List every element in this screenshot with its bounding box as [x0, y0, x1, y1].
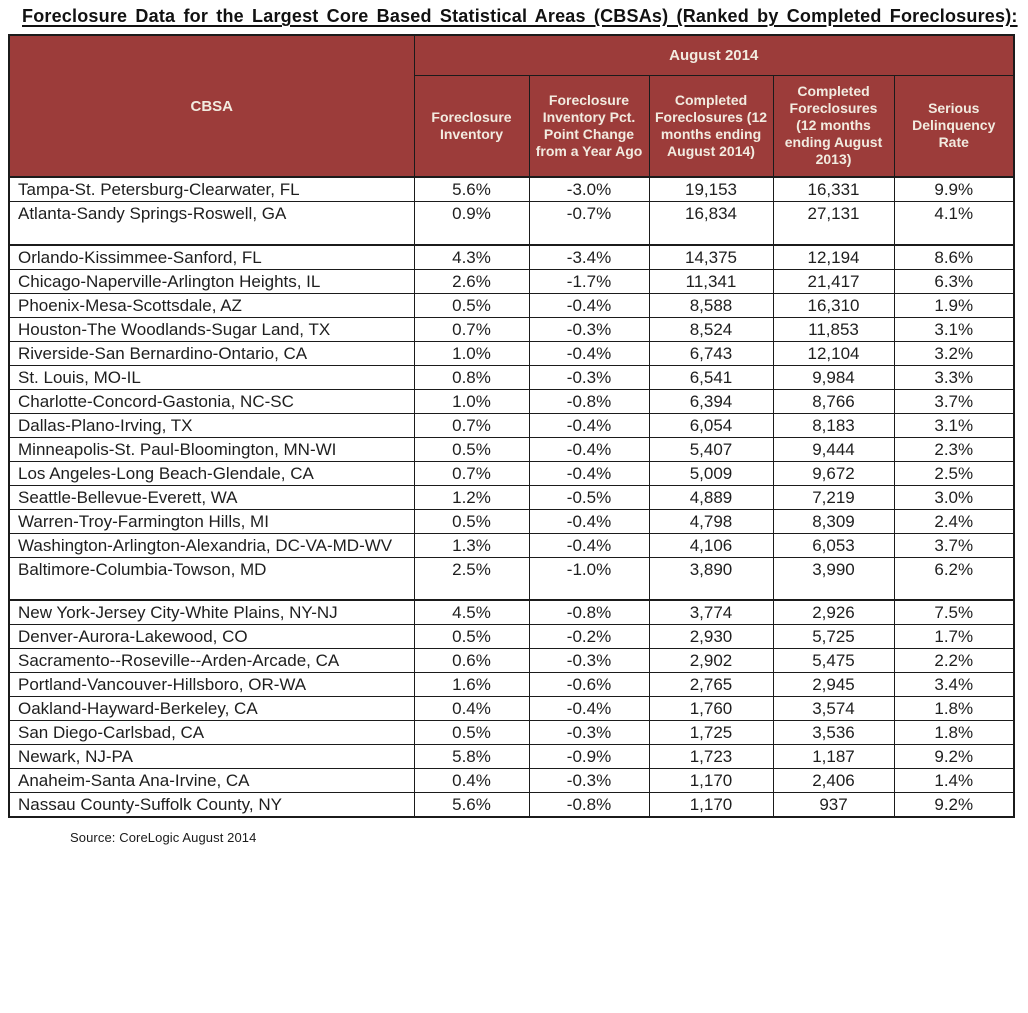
- value-cell: -0.8%: [529, 389, 649, 413]
- value-cell: 3,536: [773, 721, 894, 745]
- value-cell: 2,930: [649, 625, 773, 649]
- value-cell: -0.8%: [529, 600, 649, 625]
- value-cell: 1.0%: [414, 389, 529, 413]
- value-cell: -0.4%: [529, 697, 649, 721]
- value-cell: 8,588: [649, 293, 773, 317]
- value-cell: 4,889: [649, 485, 773, 509]
- value-cell: -0.9%: [529, 745, 649, 769]
- cbsa-cell: Washington-Arlington-Alexandria, DC-VA-MD-WV: [9, 533, 414, 557]
- value-cell: -0.4%: [529, 461, 649, 485]
- value-cell: 1,723: [649, 745, 773, 769]
- value-cell: 1.6%: [414, 673, 529, 697]
- value-cell: 5.6%: [414, 177, 529, 202]
- table-row: [9, 437, 1014, 461]
- cbsa-cell: Warren-Troy-Farmington Hills, MI: [9, 509, 414, 533]
- value-cell: 2,902: [649, 649, 773, 673]
- value-cell: 11,853: [773, 317, 894, 341]
- value-cell: 1,170: [649, 793, 773, 818]
- value-cell: 3.1%: [894, 317, 1014, 341]
- value-cell: 0.4%: [414, 697, 529, 721]
- value-cell: 2,945: [773, 673, 894, 697]
- value-cell: -0.3%: [529, 769, 649, 793]
- value-cell: 9,984: [773, 365, 894, 389]
- value-cell: 8,766: [773, 389, 894, 413]
- value-cell: 0.8%: [414, 365, 529, 389]
- value-cell: 6,743: [649, 341, 773, 365]
- value-cell: -3.0%: [529, 177, 649, 202]
- value-cell: 1.8%: [894, 697, 1014, 721]
- value-cell: 6,541: [649, 365, 773, 389]
- value-cell: -0.4%: [529, 293, 649, 317]
- value-cell: 9.2%: [894, 793, 1014, 818]
- value-cell: 27,131: [773, 202, 894, 245]
- value-cell: -3.4%: [529, 245, 649, 270]
- value-cell: 2.6%: [414, 269, 529, 293]
- value-cell: 6.2%: [894, 557, 1014, 600]
- table-row: [9, 341, 1014, 365]
- table-row: [9, 389, 1014, 413]
- value-cell: -0.6%: [529, 673, 649, 697]
- value-cell: 1.4%: [894, 769, 1014, 793]
- value-cell: 16,331: [773, 177, 894, 202]
- column-header-completed-2013: Completed Foreclosures (12 months ending August 2013): [773, 75, 894, 177]
- foreclosure-table: [8, 34, 1015, 818]
- value-cell: 16,834: [649, 202, 773, 245]
- column-header-cbsa: CBSA: [9, 35, 414, 177]
- table-row: [9, 557, 1014, 600]
- value-cell: 5,475: [773, 649, 894, 673]
- table-row: [9, 600, 1014, 625]
- cbsa-cell: Los Angeles-Long Beach-Glendale, CA: [9, 461, 414, 485]
- value-cell: -0.5%: [529, 485, 649, 509]
- value-cell: 3.7%: [894, 533, 1014, 557]
- table-row: [9, 293, 1014, 317]
- value-cell: 2.5%: [894, 461, 1014, 485]
- value-cell: 3,890: [649, 557, 773, 600]
- value-cell: 6,054: [649, 413, 773, 437]
- value-cell: 2,406: [773, 769, 894, 793]
- value-cell: 6,053: [773, 533, 894, 557]
- value-cell: 0.5%: [414, 509, 529, 533]
- value-cell: 3.7%: [894, 389, 1014, 413]
- column-header-foreclosure-inventory: Foreclosure Inventory: [414, 75, 529, 177]
- table-row: [9, 721, 1014, 745]
- value-cell: 2.2%: [894, 649, 1014, 673]
- cbsa-cell: Houston-The Woodlands-Sugar Land, TX: [9, 317, 414, 341]
- value-cell: 12,194: [773, 245, 894, 270]
- value-cell: 1.7%: [894, 625, 1014, 649]
- cbsa-cell: New York-Jersey City-White Plains, NY-NJ: [9, 600, 414, 625]
- value-cell: 0.7%: [414, 461, 529, 485]
- value-cell: -0.3%: [529, 649, 649, 673]
- cbsa-cell: Minneapolis-St. Paul-Bloomington, MN-WI: [9, 437, 414, 461]
- value-cell: 2.5%: [414, 557, 529, 600]
- table-row: [9, 769, 1014, 793]
- table-row: [9, 649, 1014, 673]
- value-cell: 2,765: [649, 673, 773, 697]
- value-cell: 0.5%: [414, 721, 529, 745]
- value-cell: 5,407: [649, 437, 773, 461]
- value-cell: 9,444: [773, 437, 894, 461]
- value-cell: 3.4%: [894, 673, 1014, 697]
- value-cell: 19,153: [649, 177, 773, 202]
- value-cell: -0.4%: [529, 413, 649, 437]
- table-header: [9, 35, 1014, 177]
- value-cell: 4,106: [649, 533, 773, 557]
- cbsa-cell: San Diego-Carlsbad, CA: [9, 721, 414, 745]
- table-row: [9, 177, 1014, 202]
- value-cell: 11,341: [649, 269, 773, 293]
- table-row: [9, 413, 1014, 437]
- value-cell: -1.0%: [529, 557, 649, 600]
- value-cell: 16,310: [773, 293, 894, 317]
- value-cell: -0.4%: [529, 509, 649, 533]
- cbsa-cell: Phoenix-Mesa-Scottsdale, AZ: [9, 293, 414, 317]
- value-cell: 0.5%: [414, 437, 529, 461]
- value-cell: 4.1%: [894, 202, 1014, 245]
- value-cell: -1.7%: [529, 269, 649, 293]
- value-cell: -0.8%: [529, 793, 649, 818]
- cbsa-cell: Orlando-Kissimmee-Sanford, FL: [9, 245, 414, 270]
- cbsa-cell: Nassau County-Suffolk County, NY: [9, 793, 414, 818]
- cbsa-cell: Denver-Aurora-Lakewood, CO: [9, 625, 414, 649]
- column-header-serious-delinquency: Serious Delinquency Rate: [894, 75, 1014, 177]
- column-header-pct-point-change: Foreclosure Inventory Pct. Point Change from a Year Ago: [529, 75, 649, 177]
- value-cell: 0.7%: [414, 317, 529, 341]
- table-row: [9, 317, 1014, 341]
- span-header-august-2014: August 2014: [414, 35, 1014, 75]
- value-cell: 8,183: [773, 413, 894, 437]
- value-cell: 6.3%: [894, 269, 1014, 293]
- column-header-completed-2014: Completed Foreclosures (12 months ending August 2014): [649, 75, 773, 177]
- value-cell: 3,774: [649, 600, 773, 625]
- value-cell: 1.0%: [414, 341, 529, 365]
- table-row: [9, 697, 1014, 721]
- value-cell: 21,417: [773, 269, 894, 293]
- value-cell: -0.2%: [529, 625, 649, 649]
- value-cell: -0.4%: [529, 341, 649, 365]
- cbsa-cell: Seattle-Bellevue-Everett, WA: [9, 485, 414, 509]
- value-cell: 3.1%: [894, 413, 1014, 437]
- cbsa-cell: Riverside-San Bernardino-Ontario, CA: [9, 341, 414, 365]
- source-note: Source: CoreLogic August 2014: [70, 830, 257, 845]
- cbsa-cell: Chicago-Naperville-Arlington Heights, IL: [9, 269, 414, 293]
- table-row: [9, 269, 1014, 293]
- value-cell: 6,394: [649, 389, 773, 413]
- value-cell: -0.3%: [529, 721, 649, 745]
- value-cell: 7.5%: [894, 600, 1014, 625]
- value-cell: 1.9%: [894, 293, 1014, 317]
- cbsa-cell: Portland-Vancouver-Hillsboro, OR-WA: [9, 673, 414, 697]
- table-row: [9, 533, 1014, 557]
- value-cell: 0.5%: [414, 293, 529, 317]
- table-row: [9, 745, 1014, 769]
- value-cell: -0.3%: [529, 317, 649, 341]
- value-cell: 3,574: [773, 697, 894, 721]
- value-cell: 1.2%: [414, 485, 529, 509]
- value-cell: 937: [773, 793, 894, 818]
- table-row: [9, 461, 1014, 485]
- value-cell: 1,187: [773, 745, 894, 769]
- value-cell: -0.4%: [529, 437, 649, 461]
- cbsa-cell: Newark, NJ-PA: [9, 745, 414, 769]
- value-cell: 12,104: [773, 341, 894, 365]
- cbsa-cell: Baltimore-Columbia-Towson, MD: [9, 557, 414, 600]
- value-cell: 4.5%: [414, 600, 529, 625]
- value-cell: 9.2%: [894, 745, 1014, 769]
- value-cell: 3.0%: [894, 485, 1014, 509]
- value-cell: 0.6%: [414, 649, 529, 673]
- value-cell: 0.4%: [414, 769, 529, 793]
- table-row: [9, 245, 1014, 270]
- cbsa-cell: St. Louis, MO-IL: [9, 365, 414, 389]
- table-row: [9, 202, 1014, 245]
- value-cell: 5.8%: [414, 745, 529, 769]
- table-row: [9, 625, 1014, 649]
- value-cell: 1.3%: [414, 533, 529, 557]
- value-cell: 5.6%: [414, 793, 529, 818]
- value-cell: 8.6%: [894, 245, 1014, 270]
- value-cell: -0.7%: [529, 202, 649, 245]
- value-cell: 0.9%: [414, 202, 529, 245]
- cbsa-cell: Oakland-Hayward-Berkeley, CA: [9, 697, 414, 721]
- cbsa-cell: Charlotte-Concord-Gastonia, NC-SC: [9, 389, 414, 413]
- table-row: [9, 509, 1014, 533]
- cbsa-cell: Tampa-St. Petersburg-Clearwater, FL: [9, 177, 414, 202]
- value-cell: 2,926: [773, 600, 894, 625]
- table-body: [9, 177, 1014, 817]
- value-cell: 9.9%: [894, 177, 1014, 202]
- value-cell: 8,309: [773, 509, 894, 533]
- cbsa-cell: Sacramento--Roseville--Arden-Arcade, CA: [9, 649, 414, 673]
- value-cell: 3.2%: [894, 341, 1014, 365]
- value-cell: -0.4%: [529, 533, 649, 557]
- value-cell: 1.8%: [894, 721, 1014, 745]
- value-cell: -0.3%: [529, 365, 649, 389]
- table-row: [9, 485, 1014, 509]
- value-cell: 3,990: [773, 557, 894, 600]
- value-cell: 14,375: [649, 245, 773, 270]
- value-cell: 9,672: [773, 461, 894, 485]
- cbsa-cell: Dallas-Plano-Irving, TX: [9, 413, 414, 437]
- page-title: Foreclosure Data for the Largest Core Based Statistical Areas (CBSAs) (Ranked by Completed Foreclosures):: [22, 6, 1018, 26]
- value-cell: 4.3%: [414, 245, 529, 270]
- value-cell: 2.4%: [894, 509, 1014, 533]
- value-cell: 3.3%: [894, 365, 1014, 389]
- value-cell: 7,219: [773, 485, 894, 509]
- value-cell: 0.5%: [414, 625, 529, 649]
- cbsa-cell: Atlanta-Sandy Springs-Roswell, GA: [9, 202, 414, 245]
- value-cell: 8,524: [649, 317, 773, 341]
- value-cell: 5,725: [773, 625, 894, 649]
- table-row: [9, 793, 1014, 818]
- cbsa-cell: Anaheim-Santa Ana-Irvine, CA: [9, 769, 414, 793]
- value-cell: 5,009: [649, 461, 773, 485]
- value-cell: 0.7%: [414, 413, 529, 437]
- table-row: [9, 365, 1014, 389]
- table-row: [9, 673, 1014, 697]
- value-cell: 4,798: [649, 509, 773, 533]
- value-cell: 1,170: [649, 769, 773, 793]
- value-cell: 1,725: [649, 721, 773, 745]
- value-cell: 2.3%: [894, 437, 1014, 461]
- value-cell: 1,760: [649, 697, 773, 721]
